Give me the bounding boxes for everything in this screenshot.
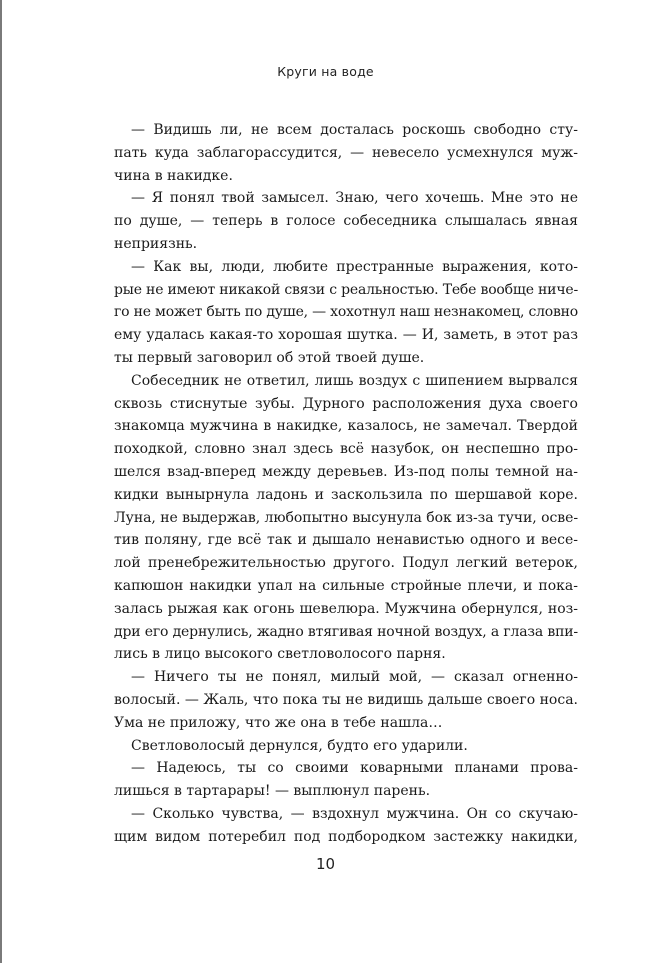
text-line: залась рыжая как огонь шевелюра. Мужчина обернулся, ноз- bbox=[114, 600, 578, 617]
text-line: тив поляну, где всё так и дышало ненавистью одного и весе- bbox=[114, 532, 578, 549]
text-line: ты первый заговорил об этой твоей душе. bbox=[114, 349, 425, 366]
text-line: ему удалась какая-то хорошая шутка. — И, заметь, в этот раз bbox=[114, 327, 578, 344]
text-line: рые не имеют никакой связи с реальностью. Тебе вообще ниче- bbox=[114, 281, 578, 298]
text-line: — Надеюсь, ты со своими коварными планами прова- bbox=[131, 760, 578, 777]
text-line: чина в накидке. bbox=[114, 167, 233, 184]
text-line: лись в лицо высокого светловолосого парня. bbox=[114, 646, 446, 663]
text-line: походкой, словно знал здесь всё назубок, он неспешно про- bbox=[114, 441, 578, 458]
text-line: — Как вы, люди, любите престранные выражения, кото- bbox=[131, 258, 578, 275]
text-line: го не может быть по душе, — хохотнул наш незнакомец, словно bbox=[114, 304, 578, 321]
text-line: кидки вынырнула ладонь и заскользила по шершавой коре. bbox=[114, 486, 578, 503]
text-line: знакомца мужчина в накидке, казалось, не замечал. Твердой bbox=[114, 418, 578, 435]
text-line: щим видом потеребил под подбородком застежку накидки, bbox=[114, 828, 578, 845]
text-line: дри его дернулись, жадно втягивая ночной воздух, а глаза впи- bbox=[114, 623, 578, 640]
text-line: сквозь стиснутые зубы. Дурного расположения духа своего bbox=[114, 395, 578, 412]
text-line: волосый. — Жаль, что пока ты не видишь дальше своего носа. bbox=[114, 691, 578, 708]
text-line: — Видишь ли, не всем досталась роскошь свободно сту- bbox=[131, 122, 578, 138]
text-line: Ума не приложу, что же она в тебе нашла… bbox=[114, 714, 443, 731]
page-edge-rule bbox=[0, 0, 2, 963]
text-line: Собеседник не ответил, лишь воздух с шипением вырвался bbox=[131, 372, 578, 389]
text-line: лишься в тартарары! — выплюнул парень. bbox=[114, 783, 431, 800]
text-line: Светловолосый дернулся, будто его ударили. bbox=[131, 737, 468, 754]
text-line: шелся взад-вперед между деревьев. Из-под полы темной на- bbox=[114, 463, 578, 480]
body-text bbox=[114, 119, 578, 849]
text-line: лой пренебрежительностью другого. Подул легкий ветерок, bbox=[114, 555, 578, 572]
text-line: — Ничего ты не понял, милый мой, — сказал огненно- bbox=[131, 669, 578, 686]
text-line: по душе, — теперь в голосе собеседника слышалась явная bbox=[114, 213, 578, 230]
text-line: пать куда заблагорассудится, — невесело усмехнулся муж- bbox=[114, 144, 578, 161]
text-line: Луна, не выдержав, любопытно высунула бок из-за тучи, осве- bbox=[114, 509, 578, 526]
text-line: капюшон накидки упал на сильные стройные плечи, и пока- bbox=[114, 577, 578, 594]
text-line: — Сколько чувства, — вздохнул мужчина. Он со скучаю- bbox=[131, 805, 578, 822]
text-line: — Я понял твой замысел. Знаю, чего хочешь. Мне это не bbox=[131, 190, 578, 207]
page-number: 10 bbox=[315, 855, 336, 873]
text-line: неприязнь. bbox=[114, 235, 198, 252]
running-head: Круги на воде bbox=[277, 64, 374, 79]
